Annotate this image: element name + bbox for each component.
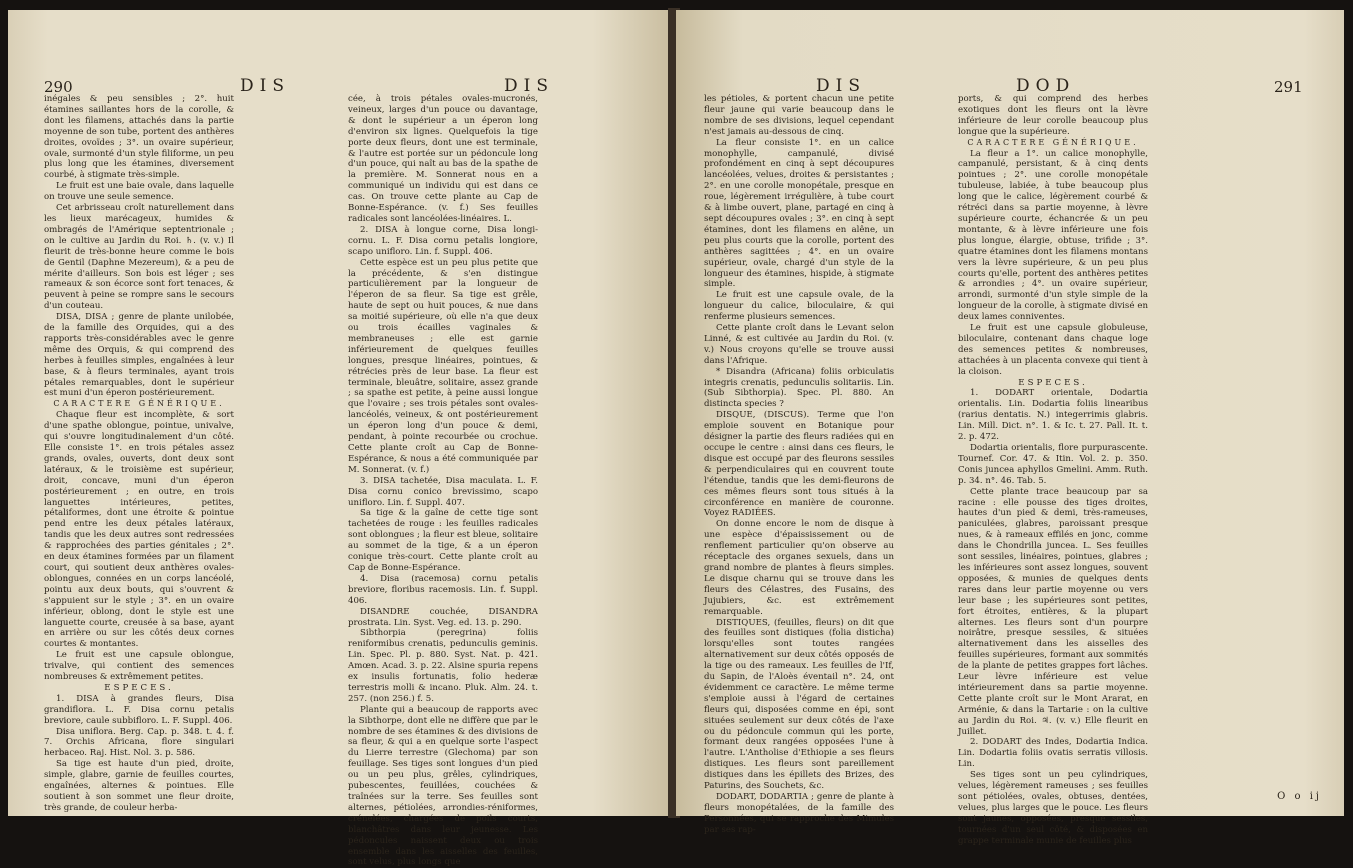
- paragraph: Cette espèce est un peu plus petite que la précédente, & s'en distingue particulièrement par la longueur de l'éperon de sa fleur. Sa tige est grêle, haute de sept ou huit pouces, & nue dans sa moitié supérieure, où elle n'a que deux ou trois écailles vaginales & membraneuses ; elle est garnie inférieurement de quelques feuilles longues, presque linéaires, pointues, & rétrécies près de leur base. La fleur est terminale, bleuâtre, solitaire, assez grande ; sa spathe est petite, à peine aussi longue que l'ovaire ; ses trois pétales sont ovales-lancéolés, veineux, & ont postérieurement un éperon long d'un pouce & demi, pendant, à pointe recourbée ou crochue. Cette plante croît au Cap de Bonne-Espérance, & nous a été communiquée par M. Sonnerat. (v. f.): [348, 257, 538, 475]
- right-column-1: [704, 94, 894, 835]
- paragraph: 2. DISA à longue corne, Disa longi-cornu. L. F. Disa cornu petalis longiore, scapo unifloro. Lin. f. Suppl. 406.: [348, 224, 538, 257]
- paragraph: cée, à trois pétales ovales-mucronés, veineux, larges d'un pouce ou davantage, & dont le supérieur a un éperon long d'environ six lignes. Quelquefois la tige porte deux fleurs, dont une est terminale, & l'autre est portée sur un pédoncule long d'un pouce, qui naît au bas de la spathe de la première. M. Sonnerat nous en a communiqué un individu qui est dans ce cas. On trouve cette plante au Cap de Bonne-Espérance. (v. f.) Ses feuilles radicales sont lancéolées-linéaires. L.: [348, 94, 538, 224]
- paragraph: DISQUE, (DISCUS). Terme que l'on emploie souvent en Botanique pour désigner la partie des fleurs radiées qui en occupe le centre : ainsi dans ces fleurs, le disque est occupé par des fleurons sessiles & perpendiculaires qui en couvrent toute l'étendue, tandis que les demi-fleurons de ces mêmes fleurs sont tous situés à la circonférence en manière de couronne. Voyez RADIÉES.: [704, 410, 894, 519]
- paragraph: DISTIQUES, (feuilles, fleurs) on dit que des feuilles sont distiques (folia disticha) lorsqu'elles sont toutes rangées alternativement sur deux côtés opposés de la tige ou des rameaux. Les feuilles de l'If, du Sapin, de l'Aloès éventail n°. 24, ont évidemment ce caractère. Le même terme s'emploie aussi à l'égard de certaines fleurs qui, disposées comme en épi, sont situées seulement sur deux côtés de l'axe ou du pédoncule commun qui les porte, formant deux rangées opposées l'une à l'autre. L'Antholise d'Ethiopie a ses fleurs distiques. Les fleurs sont pareillement distiques dans les épillets des Brizes, des Paturins, des Souchets, &c.: [704, 617, 894, 792]
- paragraph: Ses tiges sont un peu cylindriques, velues, légèrement rameuses ; ses feuilles sont pétiolées, ovales, obtuses, dentées, velues, plus larges que le pouce. Les fleurs sont jaunes, opposées, presque sessiles, tournées d'un seul côté, & disposées en grappe terminale munie de feuilles plus: [958, 770, 1148, 846]
- paragraph: 1. DISA à grandes fleurs, Disa grandiflora. L. F. Disa cornu petalis breviore, caule subbifloro. L. F. Suppl. 406.: [44, 693, 234, 726]
- section-heading: CARACTERE GÉNÉRIQUE.: [967, 137, 1139, 147]
- right-page: [676, 10, 1344, 846]
- paragraph: On donne encore le nom de disque à une espèce d'épaississement ou de renflement particulier qu'on observe au réceptacle des organes sexuels, dans un grand nombre de plantes à fleurs simples. Le disque charnu qui se trouve dans les fleurs des Célastres, des Fusains, des Jujubiers, &c. est extrêmement remarquable.: [704, 519, 894, 617]
- paragraph: Cet arbrisseau croît naturellement dans les lieux marécageux, humides & ombragés de l'Amérique septentrionale ; on le cultive au Jardin du Roi. ♄. (v. v.) Il fleurit de très-bonne heure comme le bois de Gentil (Daphne Mezereum), & a peu de mérite d'ailleurs. Son bois est léger ; ses rameaux & son écorce sont fort tenaces, & peuvent à peine se rompre sans le secours d'un couteau.: [44, 203, 234, 312]
- section-heading: ESPECES.: [104, 682, 174, 693]
- right-column-2: [958, 94, 1148, 846]
- left-column-2: [348, 94, 538, 868]
- paragraph: DODART, DODARTIA ; genre de plante à fleurs monopétalées, de la famille des Personnées, qui se rapproche des Mimules par ses rap-: [704, 792, 894, 835]
- section-heading: ESPECES.: [1018, 377, 1088, 388]
- paragraph: 1. DODART orientale, Dodartia orientalis. Lin. Dodartia foliis linearibus (rarius dentatis. N.) integerrimis glabris. Lin. Mill. Dict. n°. 1. & Ic. t. 27. Pall. It. t. 2. p. 472.: [958, 388, 1148, 443]
- paragraph: Le fruit est une capsule oblongue, trivalve, qui contient des semences nombreuses & extrêmement petites.: [44, 650, 234, 683]
- paragraph: 3. DISA tachetée, Disa maculata. L. F. Disa cornu conico brevissimo, scapo unifloro. Lin. f. Suppl. 407.: [348, 475, 538, 508]
- right-page-number: 291: [1274, 78, 1303, 96]
- paragraph: ports, & qui comprend des herbes exotiques dont les fleurs ont la lèvre inférieure de leur corolle beaucoup plus longue que la supérieure.: [958, 94, 1148, 137]
- paragraph: Chaque fleur est incomplète, & sort d'une spathe oblongue, pointue, univalve, qui s'ouvre longitudinalement d'un côté. Elle consiste 1°. en trois pétales assez grands, ovales, ouverts, dont deux sont latéraux, & le troisième est supérieur, droit, concave, muni d'un éperon postérieurement ; en outre, en trois languettes intérieures, petites, pétaliformes, dont une étroite & pointue pend entre les deux pétales latéraux, tandis que les deux autres sont redressées & rapprochées des parties génitales ; 2°. en deux étamines formées par un filament court, qui soutient deux anthères ovales-oblongues, connées en un corps lancéolé, pointu aux deux bouts, qui s'ouvrent & s'appuient sur le style ; 3°. en un ovaire inférieur, oblong, dont le style est une languette courte, creusée à sa base, ayant en arrière ou sur les côtés deux cornes courtes & montantes.: [44, 410, 234, 650]
- paragraph: * Disandra (Africana) foliis orbiculatis integris crenatis, pedunculis solitariis. Lin. (Sub Sibthorpia). Spec. Pl. 880. An distincta species ?: [704, 366, 894, 410]
- paragraph: Sa tige & la gaîne de cette tige sont tachetées de rouge : les feuilles radicales sont oblongues ; la fleur est bleue, solitaire au sommet de la tige, & a un éperon conique très-court. Cette plante croît au Cap de Bonne-Espérance.: [348, 508, 538, 573]
- left-page: [8, 10, 672, 868]
- paragraph: Plante qui a beaucoup de rapports avec la Sibthorpe, dont elle ne diffère que par le nombre de ses étamines & des divisions de sa fleur, & qui a en quelque sorte l'aspect du Lierre terrestre (Glechoma) par son feuillage. Ses tiges sont longues d'un pied ou un peu plus, grêles, cylindriques, pubescentes, feuillées, couchées & traînées sur la terre. Ses feuilles sont alternes, pétiolées, arrondies-réniformes, crénelées, chargées de poils courts, blanchâtres dans leur jeunesse. Les pédoncules naissent deux ou trois ensemble dans les aisselles des feuilles, sont velus, plus longs que: [348, 704, 538, 868]
- signature-mark: O o ij: [1277, 791, 1322, 802]
- left-page-number: 290: [44, 78, 73, 96]
- paragraph: Cette plante trace beaucoup par sa racine : elle pousse des tiges droites, hautes d'un pied & demi, très-rameuses, paniculées, glabres, paroissant presque nues, & à rameaux effilés en jonc, comme dans le Chondrilla juncea. L. Ses feuilles sont sessiles, linéaires, pointues, glabres ; les inférieures sont assez longues, souvent opposées, & munies de quelques dents rares dans leur partie moyenne ou vers leur base ; les supérieures sont petites, fort étroites, entières, & la plupart alternes. Les fleurs sont d'un pourpre noirâtre, presque sessiles, & situées alternativement dans les aisselles des feuilles supérieures, formant aux sommités de la plante de petites grappes fort lâches. Leur lèvre inférieure est velue intérieurement dans sa partie moyenne. Cette plante croît sur le Mont Ararat, en Arménie, & dans la Tartarie : on la cultive au Jardin du Roi. ♃. (v. v.) Elle fleurit en Juillet.: [958, 486, 1148, 737]
- paragraph: Le fruit est une capsule globuleuse, biloculaire, contenant dans chaque loge des semences petites & nombreuses, attachées à un placenta convexe qui tient à la cloison.: [958, 323, 1148, 377]
- left-running-head-1: DIS: [240, 76, 290, 96]
- paragraph: inégales & peu sensibles ; 2°. huit étamines saillantes hors de la corolle, & dont les filamens, attachés dans la partie moyenne de son tube, portent des anthères droites, ovoïdes ; 3°. un ovaire supérieur, ovale, surmonté d'un style filiforme, un peu plus long que les étamines, diversement courbé, à stigmate très-simple.: [44, 94, 234, 181]
- paragraph: les pétioles, & portent chacun une petite fleur jaune qui varie beaucoup dans le nombre de ses divisions, lequel cependant n'est jamais au-dessous de cinq.: [704, 94, 894, 137]
- left-running-head-2: DIS: [504, 76, 554, 96]
- paragraph: Cette plante croît dans le Levant selon Linné, & est cultivée au Jardin du Roi. (v. v.) Nous croyons qu'elle se trouve aussi dans l'Afrique.: [704, 323, 894, 366]
- right-running-head-2: DOD: [1016, 76, 1076, 96]
- paragraph: 2. DODART des Indes, Dodartia Indica. Lin. Dodartia foliis ovatis serratis villosis. Lin.: [958, 737, 1148, 770]
- paragraph: DISANDRE couchée, DISANDRA prostrata. Lin. Syst. Veg. ed. 13. p. 290.: [348, 606, 538, 628]
- paragraph: Sibthorpia (peregrina) foliis reniformibus crenatis, pedunculis geminis. Lin. Spec. Pl. p. 880. Syst. Nat. p. 421. Amœn. Acad. 3. p. 22. Alsine spuria repens ex insulis fortunatis, folio hederæ terrestris molli & incano. Pluk. Alm. 24. t. 257. (non 256.) f. 5.: [348, 628, 538, 704]
- paragraph: Le fruit est une capsule ovale, de la longueur du calice, biloculaire, & qui renferme plusieurs semences.: [704, 290, 894, 323]
- section-heading: CARACTERE GÉNÉRIQUE.: [53, 399, 225, 409]
- paragraph: Sa tige est haute d'un pied, droite, simple, glabre, garnie de feuilles courtes, engaînées, alternes & pointues. Elle soutient à son sommet une fleur droite, très grande, de couleur herba-: [44, 759, 234, 813]
- left-column-1: [44, 94, 234, 813]
- paragraph: La fleur consiste 1°. en un calice monophylle, campanulé, divisé profondément en cinq à sept découpures lancéolées, velues, droites & persistantes ; 2°. en une corolle monopétale, presque en roue, légèrement irrégulière, à tube court & à limbe ouvert, plane, partagé en cinq à sept découpures ovales ; 3°. en cinq à sept étamines, dont les filamens en alêne, un peu plus courts que la corolle, portent des anthères sagittées ; 4°. en un ovaire supérieur, ovale, chargé d'un style de la longueur des étamines, hispide, à stigmate simple.: [704, 137, 894, 290]
- paragraph: Dodartia orientalis, flore purpurascente. Tournef. Cor. 47. & Itin. Vol. 2. p. 350. Conis juncea aphyllos Gmelini. Amm. Ruth. p. 34. n°. 46. Tab. 5.: [958, 443, 1148, 486]
- paragraph: Disa uniflora. Berg. Cap. p. 348. t. 4. f. 7. Orchis Africana, flore singulari herbaceo. Raj. Hist. Nol. 3. p. 586.: [44, 726, 234, 759]
- paragraph: Le fruit est une baie ovale, dans laquelle on trouve une seule semence.: [44, 181, 234, 203]
- paragraph: DISA, DISA ; genre de plante unilobée, de la famille des Orquides, qui a des rapports très-considérables avec le genre même des Orquis, & qui comprend des herbes à feuilles simples, engaînées à leur base, & à fleurs terminales, ayant trois pétales remarquables, dont le supérieur est muni d'un éperon postérieurement.: [44, 312, 234, 399]
- paragraph: La fleur a 1°. un calice monophylle, campanulé, persistant, & à cinq dents pointues ; 2°. une corolle monopétale tubuleuse, labiée, à tube beaucoup plus long que le calice, légèrement courbé & rétréci dans sa partie moyenne, à lèvre supérieure courte, échancrée & un peu montante, & à lèvre inférieure une fois plus longue, élargie, obtuse, trifide ; 3°. quatre étamines dont les filamens montans vers la lèvre supérieure, & un peu plus courts qu'elle, portent des anthères petites & arrondies ; 4°. un ovaire supérieur, arrondi, surmonté d'un style simple de la longueur de la corolle, à stigmate divisé en deux lames conniventes.: [958, 148, 1148, 323]
- paragraph: 4. Disa (racemosa) cornu petalis breviore, floribus racemosis. Lin. f. Suppl. 406.: [348, 573, 538, 606]
- right-running-head-1: DIS: [816, 76, 866, 96]
